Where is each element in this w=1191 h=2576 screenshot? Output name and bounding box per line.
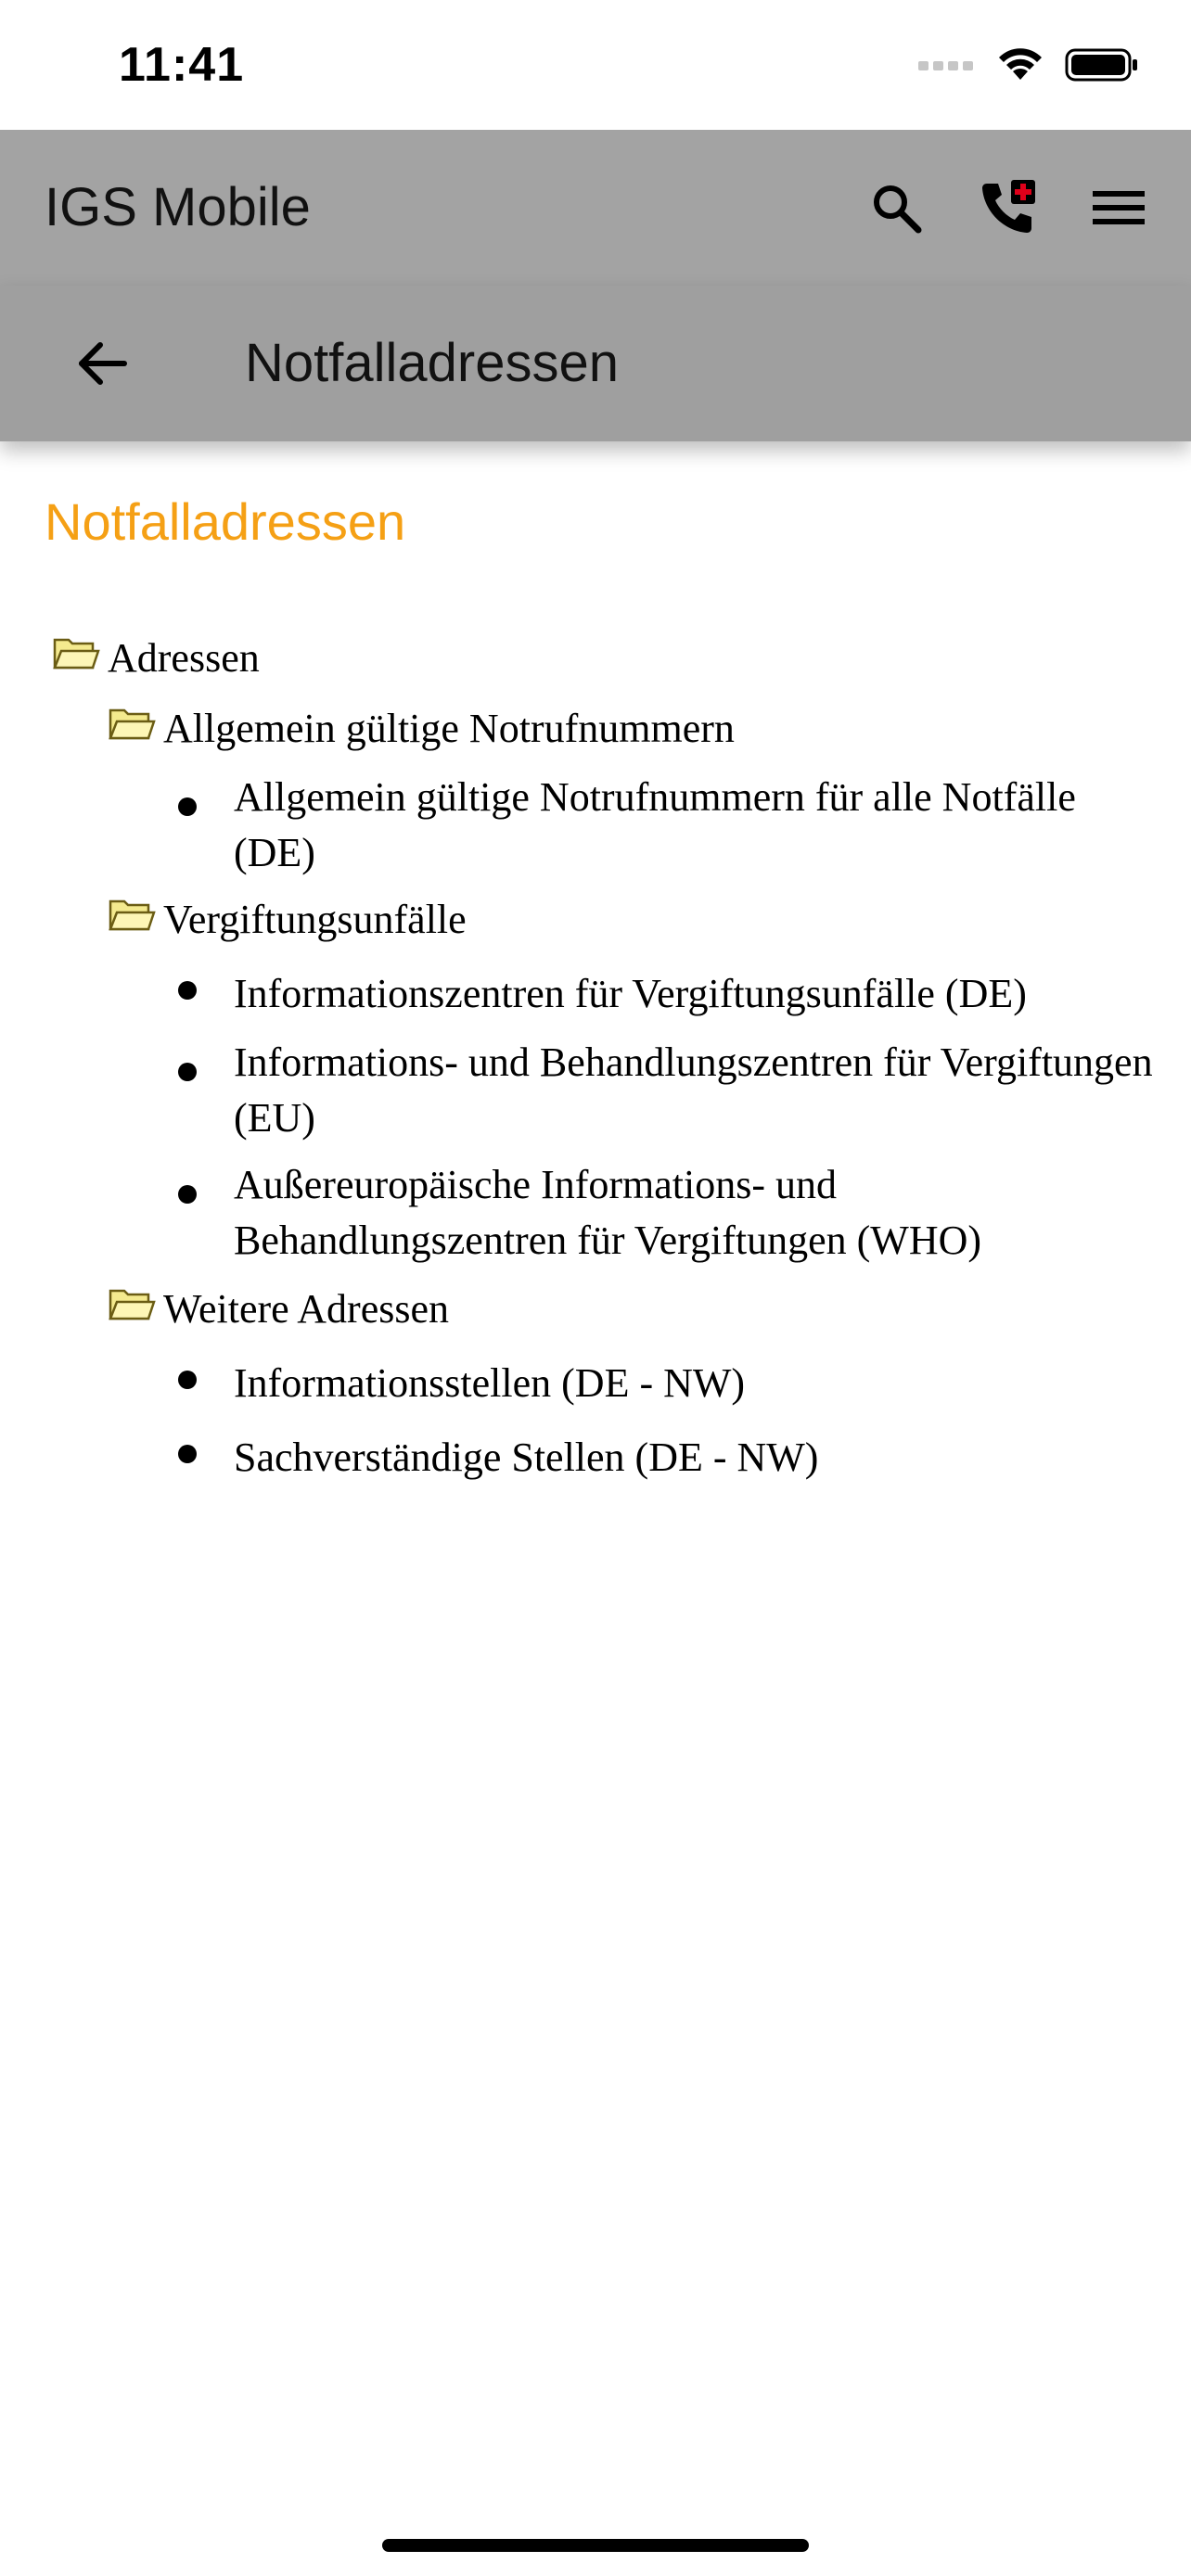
emergency-phone-icon [978, 178, 1037, 237]
folder-open-icon [52, 636, 100, 673]
folder-label: Weitere Adressen [163, 1286, 449, 1332]
status-bar [0, 0, 1191, 130]
folder-weitere-adressen[interactable] [108, 1282, 449, 1337]
menu-icon [1091, 185, 1146, 230]
app-bar [0, 130, 1191, 286]
bullet-icon [178, 1445, 197, 1463]
bullet-icon [178, 1185, 197, 1204]
folder-open-icon [108, 707, 156, 744]
bullet-icon [178, 981, 197, 1000]
folder-open-icon [108, 1287, 156, 1324]
list-item[interactable] [178, 1157, 1161, 1269]
search-icon [868, 180, 924, 236]
app-title: IGS Mobile [45, 177, 311, 237]
app-actions [861, 167, 1154, 249]
list-item[interactable] [178, 770, 1161, 881]
folder-open-icon [108, 898, 156, 935]
tree-root-label: Adressen [108, 635, 260, 681]
emergency-call-button[interactable] [972, 167, 1043, 249]
folder-label: Vergiftungsunfälle [163, 897, 467, 942]
wifi-icon [996, 46, 1044, 83]
folder-notrufnummern[interactable] [108, 701, 735, 757]
bullet-icon [178, 797, 197, 816]
list-item-label: Informations- und Behandlungszentren für Vergiftungen (EU) [234, 1039, 1153, 1141]
list-item[interactable] [178, 1035, 1161, 1146]
content [45, 491, 1158, 552]
list-item-label: Informationsstellen (DE - NW) [234, 1360, 746, 1406]
home-indicator[interactable] [382, 2539, 809, 2552]
tree-root-folder[interactable] [52, 631, 260, 686]
status-time: 11:41 [119, 38, 245, 92]
list-item[interactable] [178, 966, 1161, 1022]
battery-icon [1065, 46, 1139, 83]
list-item-label: Sachverständige Stellen (DE - NW) [234, 1435, 819, 1480]
list-item-label: Allgemein gültige Notrufnummern für alle Notfälle (DE) [234, 774, 1076, 875]
list-item-label: Informationszentren für Vergiftungsunfälle (DE) [234, 971, 1027, 1016]
sub-title: Notfalladressen [245, 333, 619, 393]
bullet-icon [178, 1063, 197, 1081]
folder-label: Allgemein gültige Notrufnummern [163, 706, 735, 751]
status-icons [918, 46, 1139, 83]
list-item[interactable] [178, 1430, 1161, 1486]
list-item[interactable] [178, 1356, 1161, 1411]
list-item-label: Außereuropäische Informations- und Behandlungszentren für Vergiftungen (WHO) [234, 1162, 982, 1263]
back-button[interactable] [65, 326, 139, 401]
menu-button[interactable] [1083, 167, 1154, 249]
signal-icon [918, 57, 976, 72]
bullet-icon [178, 1371, 197, 1389]
sub-bar [0, 286, 1191, 441]
page-heading: Notfalladressen [45, 492, 406, 551]
arrow-left-icon [76, 341, 128, 386]
folder-vergiftungsunfaelle[interactable] [108, 892, 467, 948]
search-button[interactable] [861, 167, 931, 249]
